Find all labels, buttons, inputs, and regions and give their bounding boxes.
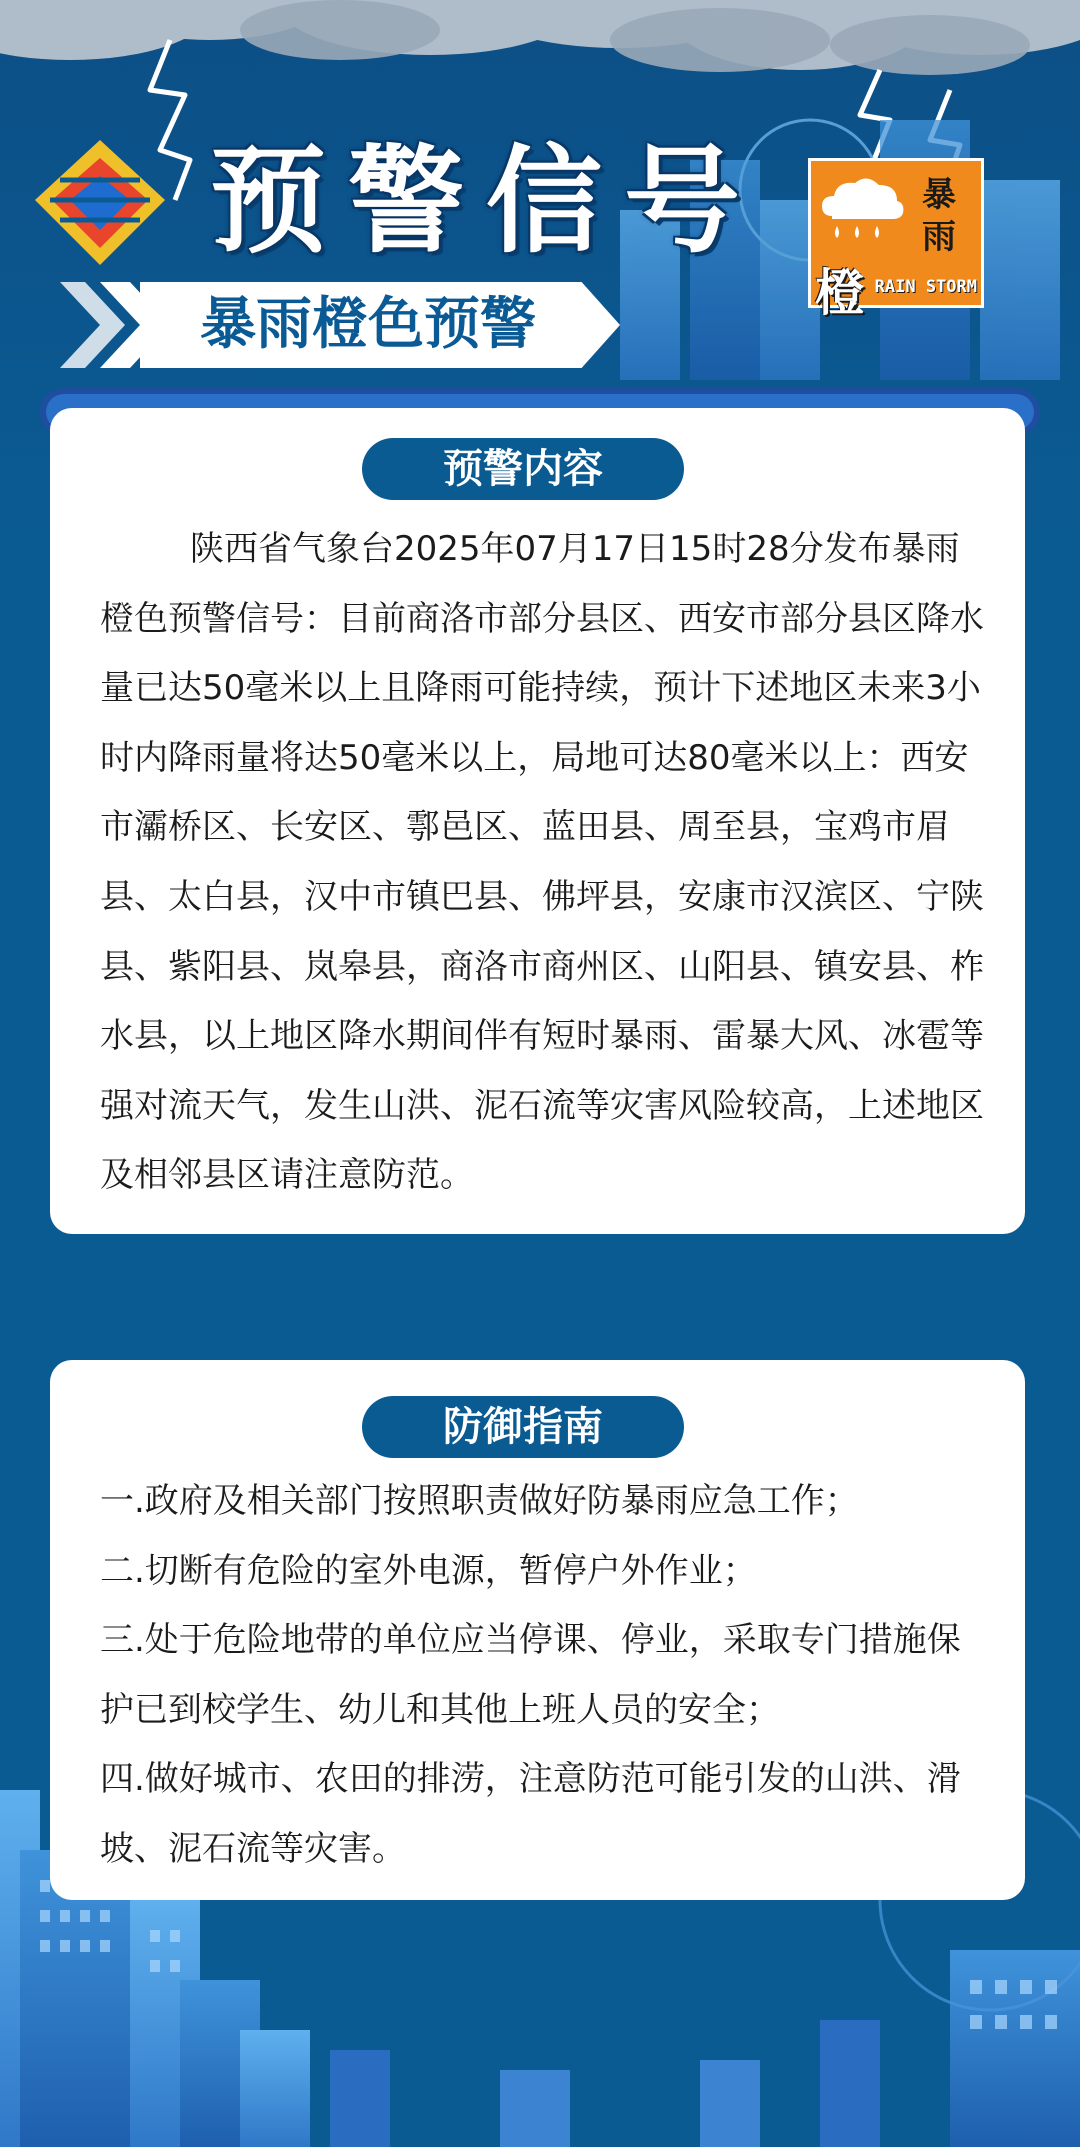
defense-guide-heading: 防御指南 — [362, 1396, 684, 1458]
guide-item-4: 四.做好城市、农田的排涝，注意防范可能引发的山洪、滑坡、泥石流等灾害。 — [100, 1759, 961, 1869]
guide-item-3: 三.处于危险地带的单位应当停课、停业，采取专门措施保护已到校学生、幼儿和其他上班人员的安全； — [100, 1620, 961, 1730]
defense-guide-list — [100, 1467, 990, 1885]
warning-content-heading: 预警内容 — [362, 438, 684, 500]
warning-content-text: 陕西省气象台2025年07月17日15时28分发布暴雨橙色预警信号：目前商洛市部分县区、西安市部分县区降水量已达50毫米以上且降雨可能持续，预计下述地区未来3小时内降雨量将达50毫米以上，局地可达80毫米以上：西安市灞桥区、长安区、鄠邑区、蓝田县、周至县，宝鸡市眉县、太白县，汉中市镇巴县、佛坪县，安康市汉滨区、宁陕县、紫阳县、岚皋县，商洛市商州区、山阳县、镇安县、柞水县，以上地区降水期间伴有短时暴雨、雷暴大风、冰雹等强对流天气，发生山洪、泥石流等灾害风险较高，上述地区及相邻县区请注意防范。 — [100, 529, 984, 1196]
badge-english-label: RAIN STORM — [874, 277, 977, 297]
guide-item-2: 二.切断有危险的室外电源，暂停户外作业； — [100, 1550, 757, 1591]
guide-item-1: 一.政府及相关部门按照职责做好防暴雨应急工作； — [100, 1481, 859, 1521]
rain-cloud-icon — [817, 171, 907, 251]
page-title: 预警信号 — [210, 134, 762, 269]
badge-level-char: 橙 — [815, 264, 865, 322]
warning-level-subtitle: 暴雨橙色预警 — [200, 292, 536, 357]
rainstorm-orange-badge — [808, 158, 984, 322]
badge-char-mid: 雨 — [922, 217, 956, 257]
badge-char-top: 暴 — [922, 175, 956, 215]
